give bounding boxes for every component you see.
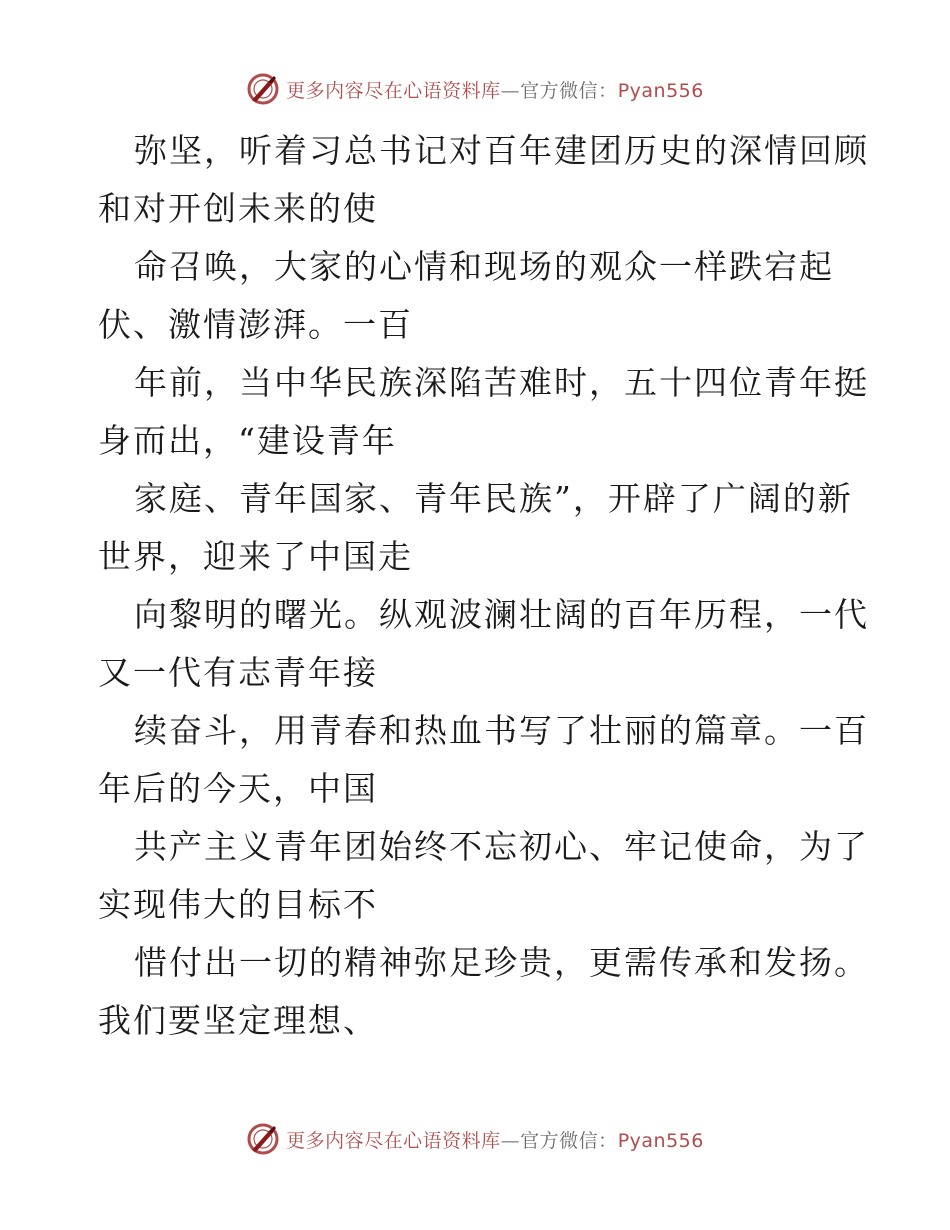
banner-text bbox=[286, 76, 704, 103]
text-line: 惜付出一切的精神弥足珍贵，更需传承和发扬。 bbox=[134, 943, 869, 982]
pen-circle-logo-icon bbox=[246, 1122, 280, 1156]
banner-wechat-id: Pyan556 bbox=[617, 1129, 704, 1152]
text-line: 续奋斗，用青春和热血书写了壮丽的篇章。一百 bbox=[134, 711, 869, 750]
banner-text bbox=[286, 1126, 704, 1153]
text-line: 命召唤，大家的心情和现场的观众一样跌宕起 bbox=[134, 247, 834, 286]
banner-wechat-label: 官方微信： bbox=[520, 1129, 618, 1152]
text-line: 我们要坚定理想、 bbox=[98, 1001, 378, 1040]
pen-circle-logo-icon bbox=[246, 72, 280, 106]
header-banner bbox=[0, 72, 950, 106]
banner-main-text: 更多内容尽在心语资料库 bbox=[286, 79, 501, 102]
text-line: 和对开创未来的使 bbox=[98, 189, 378, 228]
text-line: 向黎明的曙光。纵观波澜壮阔的百年历程，一代 bbox=[134, 595, 869, 634]
text-line: 年后的今天，中国 bbox=[98, 769, 378, 808]
text-line: 家庭、青年国家、青年民族”，开辟了广阔的新 bbox=[134, 479, 853, 518]
text-line: 年前，当中华民族深陷苦难时，五十四位青年挺 bbox=[134, 363, 869, 402]
text-line: 共产主义青年团始终不忘初心、牢记使命，为了 bbox=[134, 827, 869, 866]
text-line: 又一代有志青年接 bbox=[98, 653, 378, 692]
text-line: 弥坚，听着习总书记对百年建团历史的深情回顾 bbox=[134, 131, 869, 170]
banner-wechat-label: 官方微信： bbox=[520, 79, 618, 102]
banner-main-text: 更多内容尽在心语资料库 bbox=[286, 1129, 501, 1152]
text-line: 实现伟大的目标不 bbox=[98, 885, 378, 924]
banner-dash: — bbox=[500, 79, 521, 102]
footer-banner bbox=[0, 1122, 950, 1156]
banner-dash: — bbox=[500, 1129, 521, 1152]
document-body bbox=[98, 122, 869, 1050]
text-line: 世界，迎来了中国走 bbox=[98, 537, 413, 576]
text-line: 伏、激情澎湃。一百 bbox=[98, 305, 413, 344]
text-line: 身而出，“建设青年 bbox=[98, 421, 397, 460]
banner-wechat-id: Pyan556 bbox=[617, 79, 704, 102]
